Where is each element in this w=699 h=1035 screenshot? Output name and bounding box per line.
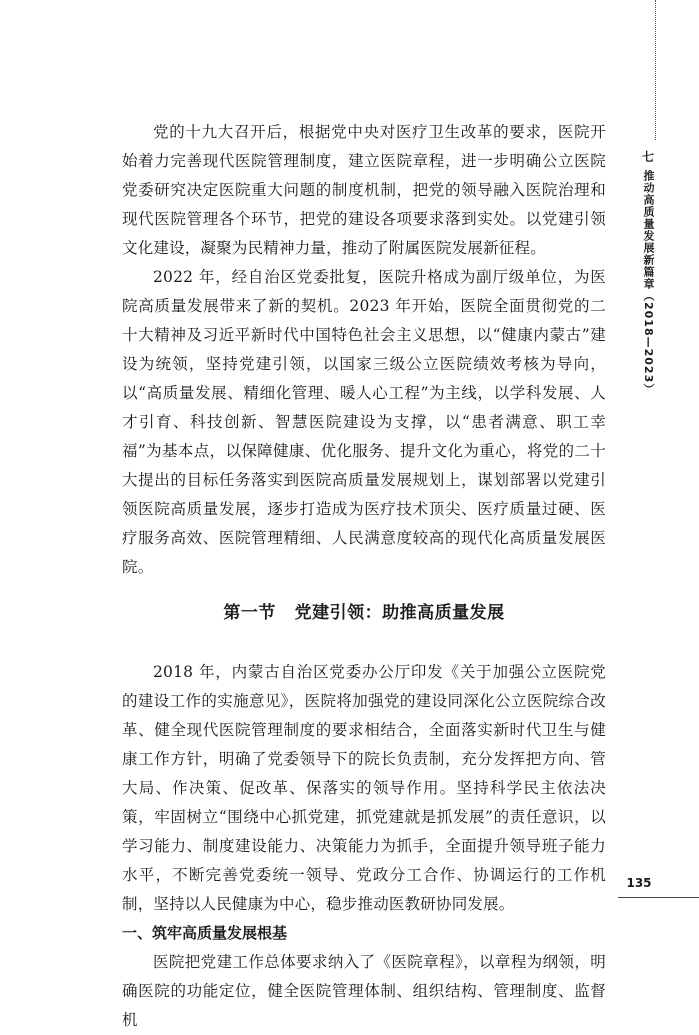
section-heading — [122, 598, 606, 628]
body-paragraph-3: 2018 年，内蒙古自治区党委办公厅印发《关于加强公立医院党的建设工作的实施意见》，医院将加强党的建设同深化公立医院综合改革、健全现代医院管理制度的要求相结合，全面落实新时代卫生与健康工作方针，明确了党委领导下的院长负责制，充分发挥把方向、管大局、作决策、促改革、保落实的领导作用。坚持科学民主依法决策，牢固树立“围绕中心抓党建，抓党建就是抓发展”的责任意识，以学习能力、制度建设能力、决策能力为抓手，全面提升领导班子能力水平，不断完善党委统一领导、党政分工合作、协调运行的工作机制，坚持以人民健康为中心，稳步推动医教研协同发展。 — [122, 663, 606, 913]
body-paragraph-2: 2022 年，经自治区党委批复，医院升格成为副厅级单位，为医院高质量发展带来了新的契机。2023 年开始，医院全面贯彻党的二十大精神及习近平新时代中国特色社会主义思想，以“健康内蒙古”建设为统领，坚持党建引领，以国家三级公立医院绩效考核为导向，以“高质量发展、精细化管理、暖人心工程”为主线，以学科发展、人才引育、科技创新、智慧医院建设为支撑，以“患者满意、职工幸福”为基本点，以保障健康、优化服务、提升文化为重心，将党的二十大提出的目标任务落实到医院高质量发展规划上，谋划部署以党建引领医院高质量发展，逐步打造成为医疗技术顶尖、医疗质量过硬、医疗服务高效、医院管理精细、人民满意度较高的现代化高质量发展医院。 — [122, 268, 606, 576]
body-paragraph-1: 党的十九大召开后，根据党中央对医疗卫生改革的要求，医院开始着力完善现代医院管理制度，建立医院章程，进一步明确公立医院党委研究决定医院重大问题的制度机制，把党的领导融入医院治理和现代医院管理各个环节，把党的建设各项要求落到实处。以党建引领文化建设，凝聚为民精神力量，推动了附属医院发展新征程。 — [122, 123, 606, 257]
page-number: 135 — [626, 876, 652, 890]
section-number: 第一节 — [223, 603, 276, 623]
chapter-side-tab — [633, 0, 663, 983]
body-paragraph-4: 医院把党建工作总体要求纳入了《医院章程》，以章程为纲领，明确医院的功能定位，健全医院管理体制、组织结构、管理制度、监督机 — [122, 953, 606, 1029]
dotted-divider — [655, 0, 656, 140]
chapter-title: 推动高质量发展新篇章（2018—2023） — [642, 170, 655, 396]
chapter-number: 七 — [641, 150, 654, 164]
page-body — [122, 118, 606, 1035]
subsection-heading: 一、筑牢高质量发展根基 — [122, 924, 288, 942]
page-number-rule — [618, 897, 699, 898]
section-title: 党建引领：助推高质量发展 — [294, 603, 505, 623]
